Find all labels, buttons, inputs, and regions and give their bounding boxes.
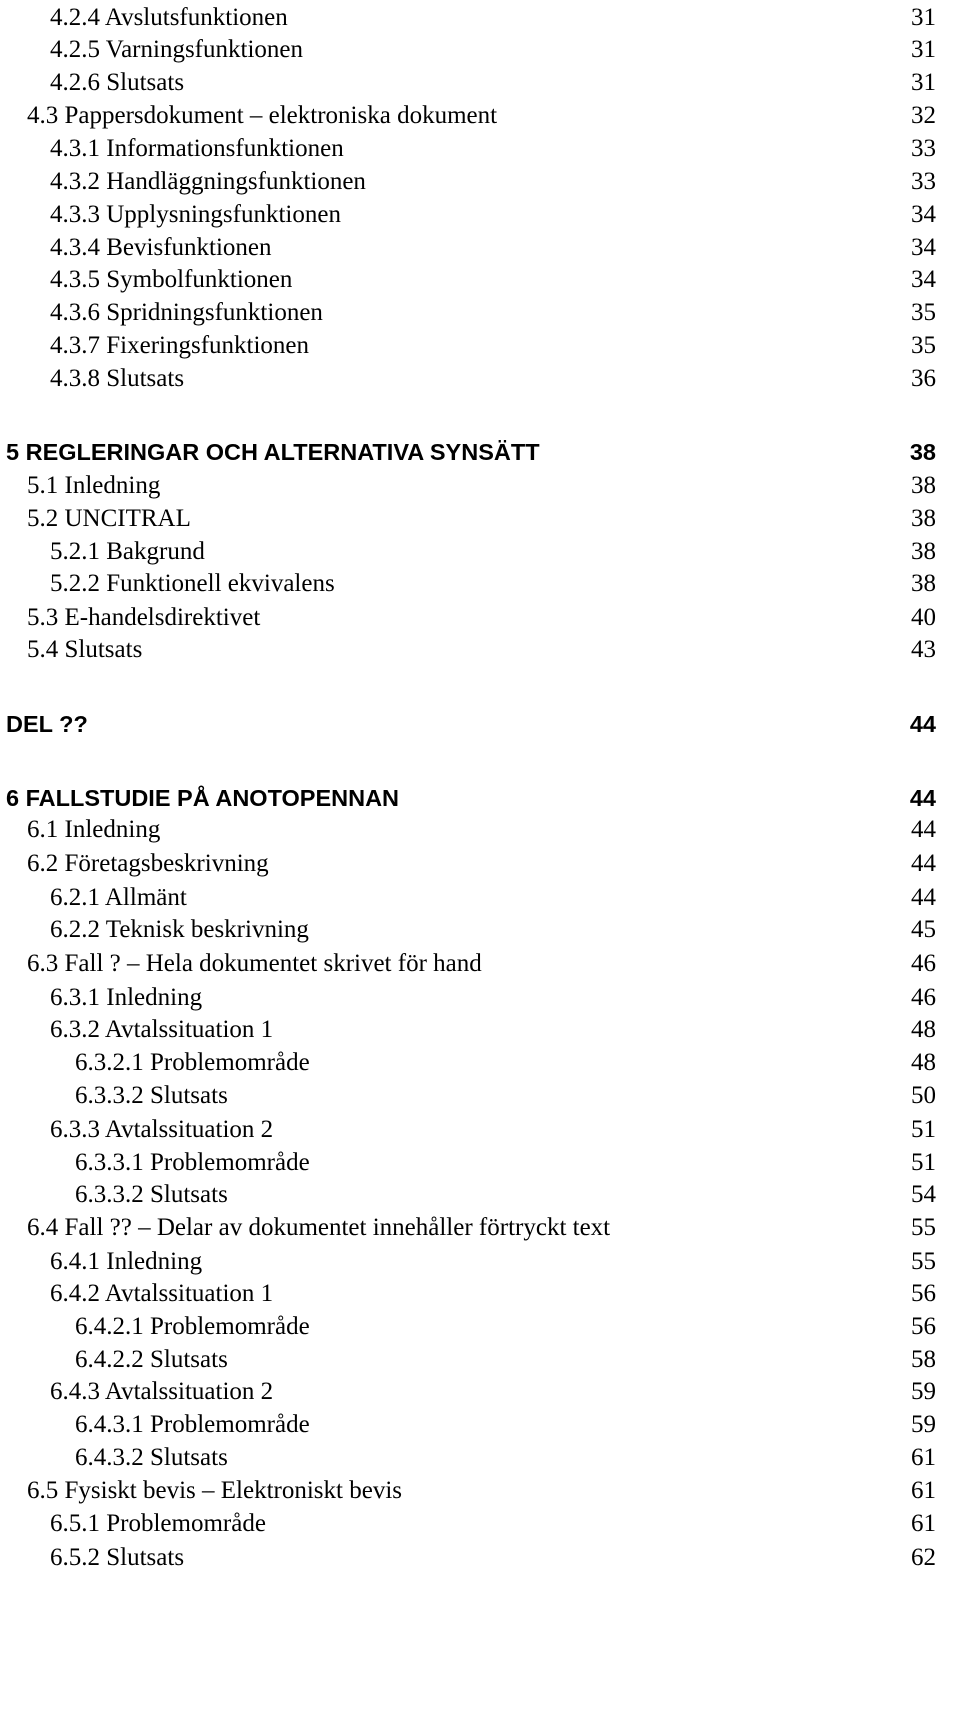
toc-entry-page-number: 40	[911, 604, 936, 631]
toc-entry[interactable]	[0, 0, 960, 36]
toc-entry-title: 6.4.3 Avtalssituation 2	[50, 1378, 274, 1405]
toc-entry-title: 6.4.3.2 Slutsats	[75, 1444, 228, 1471]
toc-entry-title: 4.2.5 Varningsfunktionen	[50, 36, 303, 63]
toc-entry-title: 6 FALLSTUDIE PÅ ANOTOPENNAN	[6, 785, 400, 811]
toc-entry-title: 6.4.3.1 Problemområde	[75, 1411, 310, 1438]
toc-entry-title: 6.4.2 Avtalssituation 1	[50, 1280, 274, 1307]
toc-entry-page-number: 43	[911, 636, 936, 663]
toc-entry-title: 4.3.4 Bevisfunktionen	[50, 234, 272, 261]
toc-entry-page-number: 38	[911, 472, 936, 499]
toc-entry[interactable]	[0, 1540, 960, 1576]
toc-entry-page-number: 62	[911, 1544, 936, 1571]
toc-entry-page-number: 44	[909, 785, 936, 811]
toc-entry-title: 6.4.1 Inledning	[50, 1248, 203, 1275]
toc-entry-page-number: 32	[911, 102, 936, 129]
toc-entry[interactable]	[0, 1045, 960, 1081]
toc-entry[interactable]	[0, 361, 960, 397]
toc-entry-page-number: 33	[911, 135, 936, 162]
toc-entry-page-number: 58	[911, 1346, 936, 1373]
toc-entry[interactable]	[0, 846, 960, 882]
toc-entry[interactable]	[0, 632, 960, 668]
toc-entry[interactable]	[0, 534, 960, 570]
toc-entry[interactable]	[0, 1440, 960, 1476]
toc-entry-title: 6.2.1 Allmänt	[50, 884, 187, 911]
toc-entry-page-number: 38	[911, 570, 936, 597]
toc-entry-title: 6.4 Fall ?? – Delar av dokumentet innehåller förtryckt text	[27, 1214, 611, 1241]
toc-heading[interactable]	[0, 434, 960, 470]
toc-entry-page-number: 61	[911, 1444, 936, 1471]
toc-entry-title: 4.3.7 Fixeringsfunktionen	[50, 332, 310, 359]
toc-entry-title: 4.3.6 Spridningsfunktionen	[50, 299, 323, 326]
toc-entry-title: 4.3 Pappersdokument – elektroniska dokument	[27, 102, 498, 129]
toc-entry-page-number: 51	[911, 1116, 936, 1143]
toc-entry-title: 4.2.6 Slutsats	[50, 69, 185, 96]
toc-entry-page-number: 44	[911, 884, 936, 911]
toc-entry[interactable]	[0, 501, 960, 537]
toc-entry[interactable]	[0, 164, 960, 200]
toc-entry[interactable]	[0, 295, 960, 331]
toc-entry-title: 6.4.2.1 Problemområde	[75, 1313, 310, 1340]
toc-entry-title: 5.2.2 Funktionell ekvivalens	[50, 570, 335, 597]
toc-entry[interactable]	[0, 1177, 960, 1213]
toc-entry[interactable]	[0, 32, 960, 68]
toc-entry-page-number: 44	[911, 850, 936, 877]
toc-entry[interactable]	[0, 1309, 960, 1345]
toc-entry-title: 6.3.1 Inledning	[50, 984, 203, 1011]
toc-entry-page-number: 54	[911, 1181, 936, 1208]
toc-entry[interactable]	[0, 980, 960, 1016]
toc-entry[interactable]	[0, 197, 960, 233]
toc-entry-page-number: 34	[911, 201, 936, 228]
toc-entry-title: 5 REGLERINGAR OCH ALTERNATIVA SYNSÄTT	[6, 439, 540, 465]
toc-entry[interactable]	[0, 65, 960, 101]
toc-entry-page-number: 55	[911, 1214, 936, 1241]
toc-entry[interactable]	[0, 1145, 960, 1181]
toc-entry-page-number: 44	[911, 816, 936, 843]
toc-entry-title: 5.4 Slutsats	[27, 636, 143, 663]
toc-entry-title: 6.5.2 Slutsats	[50, 1544, 185, 1571]
toc-entry-title: DEL ??	[6, 711, 88, 737]
toc-entry[interactable]	[0, 600, 960, 636]
toc-entry-title: 6.5 Fysiskt bevis – Elektroniskt bevis	[27, 1477, 402, 1504]
toc-entry-title: 6.3 Fall ? – Hela dokumentet skrivet för hand	[27, 950, 482, 977]
toc-entry-page-number: 31	[911, 69, 936, 96]
toc-entry-page-number: 59	[911, 1411, 936, 1438]
toc-entry[interactable]	[0, 1112, 960, 1148]
toc-entry-page-number: 33	[911, 168, 936, 195]
toc-entry[interactable]	[0, 1276, 960, 1312]
toc-entry-page-number: 38	[909, 439, 936, 465]
toc-entry[interactable]	[0, 230, 960, 266]
toc-entry-page-number: 48	[911, 1016, 936, 1043]
toc-entry-title: 6.3.2 Avtalssituation 1	[50, 1016, 274, 1043]
toc-entry-title: 6.3.3.2 Slutsats	[75, 1181, 228, 1208]
toc-entry-title: 6.5.1 Problemområde	[50, 1510, 266, 1537]
toc-entry-page-number: 61	[911, 1510, 936, 1537]
toc-entry[interactable]	[0, 812, 960, 848]
toc-entry-title: 6.2.2 Teknisk beskrivning	[50, 916, 309, 943]
toc-entry[interactable]	[0, 1407, 960, 1443]
toc-entry-page-number: 51	[911, 1149, 936, 1176]
toc-entry-title: 6.1 Inledning	[27, 816, 161, 843]
toc-entry-page-number: 46	[911, 984, 936, 1011]
toc-entry-title: 5.1 Inledning	[27, 472, 161, 499]
toc-entry-page-number: 38	[911, 505, 936, 532]
toc-entry-page-number: 45	[911, 916, 936, 943]
toc-entry-page-number: 35	[911, 332, 936, 359]
toc-entry[interactable]	[0, 1506, 960, 1542]
toc-entry-page-number: 31	[911, 4, 936, 31]
toc-entry-title: 5.2.1 Bakgrund	[50, 538, 205, 565]
toc-entry-title: 6.3.2.1 Problemområde	[75, 1049, 310, 1076]
toc-entry-title: 4.3.3 Upplysningsfunktionen	[50, 201, 341, 228]
toc-entry-title: 5.2 UNCITRAL	[27, 505, 191, 532]
toc-entry-title: 6.3.3.1 Problemområde	[75, 1149, 310, 1176]
toc-entry[interactable]	[0, 566, 960, 602]
toc-entry-title: 4.3.8 Slutsats	[50, 365, 185, 392]
toc-entry[interactable]	[0, 1210, 960, 1246]
toc-entry-title: 6.3.3 Avtalssituation 2	[50, 1116, 274, 1143]
toc-entry[interactable]	[0, 1473, 960, 1509]
toc-entry[interactable]	[0, 262, 960, 298]
toc-entry[interactable]	[0, 912, 960, 948]
toc-heading[interactable]	[0, 706, 960, 742]
toc-entry[interactable]	[0, 131, 960, 167]
toc-entry-page-number: 44	[909, 711, 936, 737]
toc-entry[interactable]	[0, 946, 960, 982]
toc-entry[interactable]	[0, 1342, 960, 1378]
toc-heading[interactable]	[0, 780, 960, 816]
toc-entry[interactable]	[0, 1244, 960, 1280]
toc-entry-title: 6.2 Företagsbeskrivning	[27, 850, 269, 877]
toc-entry-page-number: 31	[911, 36, 936, 63]
toc-entry-title: 5.3 E-handelsdirektivet	[27, 604, 261, 631]
toc-entry[interactable]	[0, 1078, 960, 1114]
toc-entry-page-number: 50	[911, 1082, 936, 1109]
toc-entry-title: 4.3.1 Informationsfunktionen	[50, 135, 344, 162]
toc-entry[interactable]	[0, 880, 960, 916]
toc-entry-title: 4.3.2 Handläggningsfunktionen	[50, 168, 366, 195]
toc-entry-page-number: 34	[911, 234, 936, 261]
toc-entry[interactable]	[0, 328, 960, 364]
toc-entry[interactable]	[0, 1374, 960, 1410]
toc-entry[interactable]	[0, 468, 960, 504]
toc-entry-page-number: 59	[911, 1378, 936, 1405]
toc-entry-page-number: 35	[911, 299, 936, 326]
toc-entry-title: 4.3.5 Symbolfunktionen	[50, 266, 293, 293]
toc-entry-page-number: 55	[911, 1248, 936, 1275]
toc-entry-page-number: 48	[911, 1049, 936, 1076]
toc-entry-page-number: 56	[911, 1313, 936, 1340]
toc-entry-page-number: 36	[911, 365, 936, 392]
toc-entry-page-number: 46	[911, 950, 936, 977]
toc-entry[interactable]	[0, 1012, 960, 1048]
toc-entry-title: 4.2.4 Avslutsfunktionen	[50, 4, 288, 31]
toc-entry-page-number: 61	[911, 1477, 936, 1504]
toc-entry-page-number: 34	[911, 266, 936, 293]
toc-entry-title: 6.4.2.2 Slutsats	[75, 1346, 228, 1373]
toc-entry[interactable]	[0, 98, 960, 134]
toc-entry-page-number: 56	[911, 1280, 936, 1307]
toc-entry-page-number: 38	[911, 538, 936, 565]
toc-entry-title: 6.3.3.2 Slutsats	[75, 1082, 228, 1109]
